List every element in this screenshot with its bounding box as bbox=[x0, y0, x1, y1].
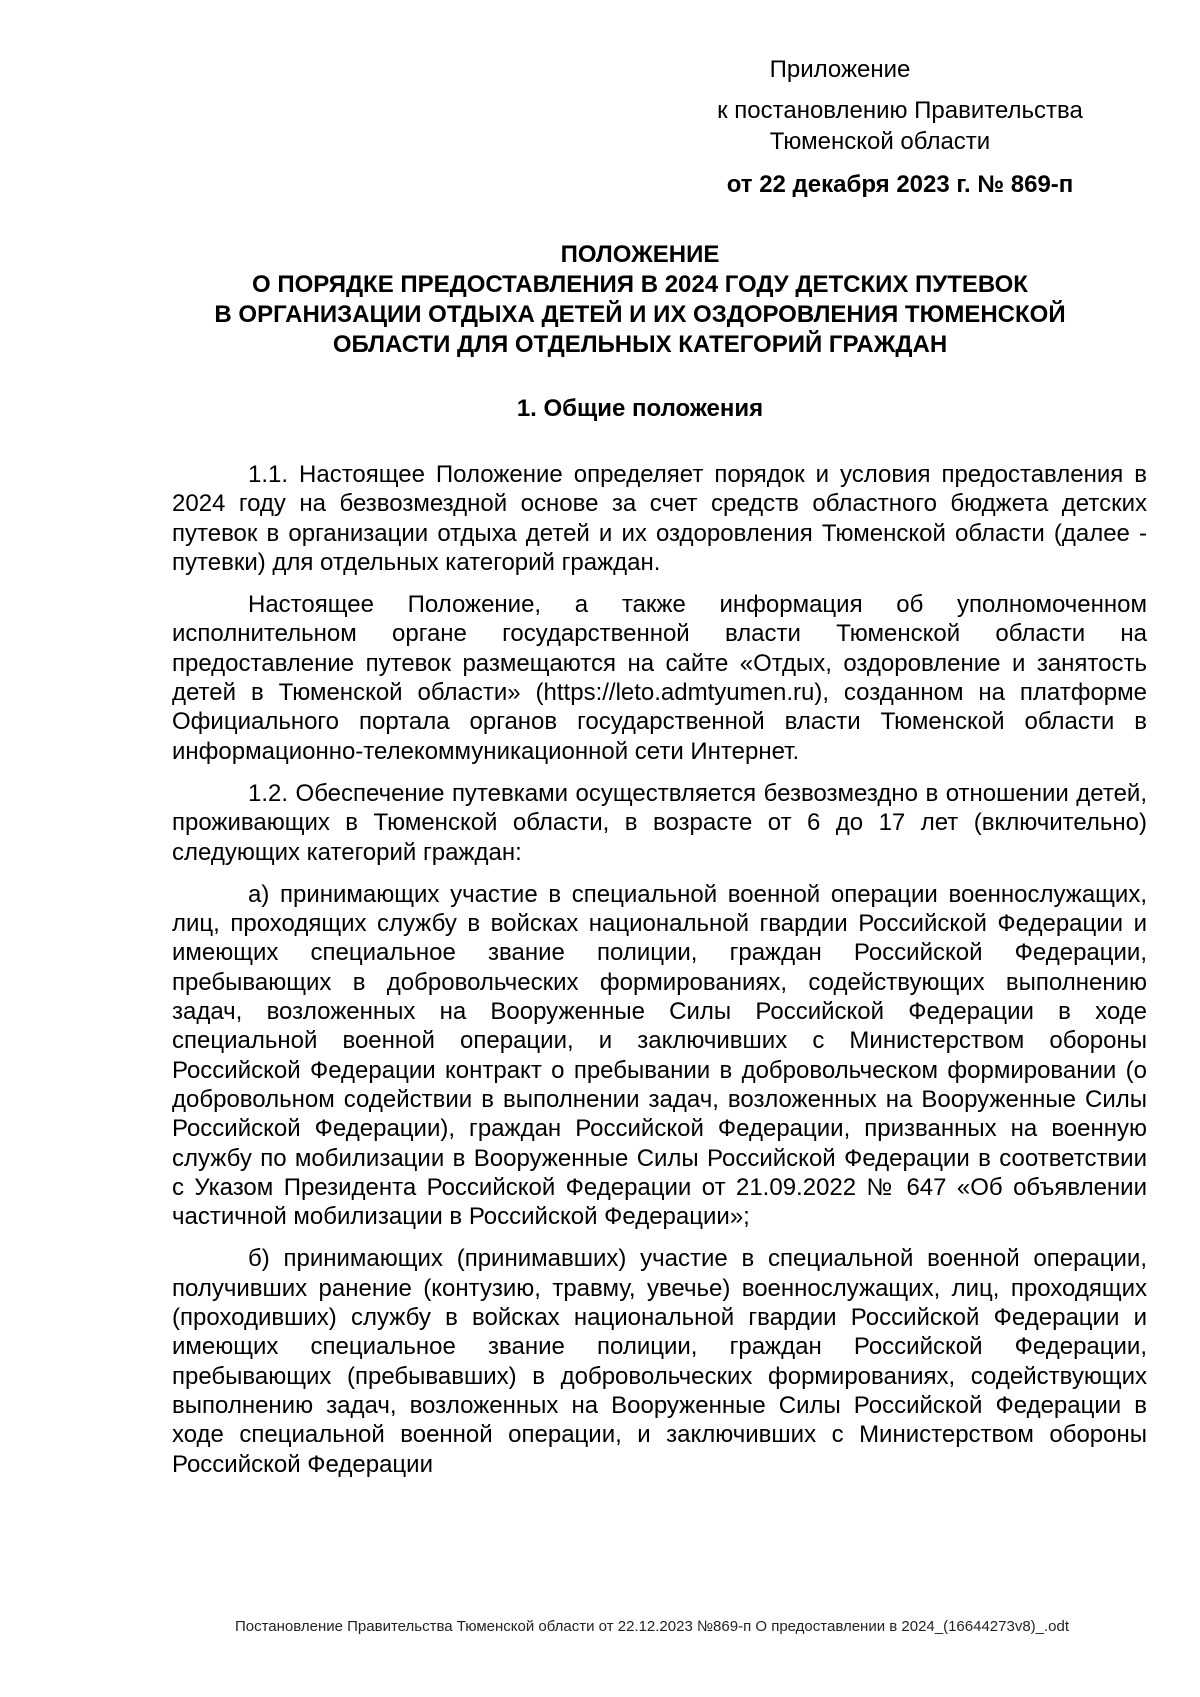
appendix-header bbox=[690, 54, 1110, 200]
paragraph: б) принимающих (принимавших) участие в специальной военной операции, получивших ранение (контузию, травму, увечье) военнослужащих, лиц, проходящих (проходивших) службу в войсках национальной гвардии Российской Федерации и имеющих специальное звание полиции, граждан Российской Федерации, пребывающих (пребывавших) в добровольческих формированиях, содействующих выполнению задач, возложенных на Вооруженные Силы Российской Федерации в ходе специальной военной операции, и заключивших с Министерством обороны Российской Федерации bbox=[172, 1245, 1147, 1478]
appendix-region: Тюменской области bbox=[769, 128, 991, 155]
paragraph: 1.2. Обеспечение путевками осуществляется безвозмездно в отношении детей, проживающих в Тюменской области, в возрасте от 6 до 17 лет (включительно) следующих категорий граждан: bbox=[172, 779, 1147, 866]
paragraph: 1.1. Настоящее Положение определяет порядок и условия предоставления в 2024 году на безвозмездной основе за счет средств областного бюджета детских путевок в организации отдыха детей и их оздоровления Тюменской области (далее - путевки) для отдельных категорий граждан. bbox=[172, 461, 1147, 576]
paragraph: Настоящее Положение, а также информация об уполномоченном исполнительном органе государственной власти Тюменской области на предоставление путевок размещаются на сайте «Отдых, оздоровление и занятость детей в Тюменской области» (https://leto.admtyumen.ru), созданном на платформе Официального портала органов государственной власти Тюменской области в информационно-телекоммуникационной сети Интернет. bbox=[172, 591, 1147, 765]
paragraph: а) принимающих участие в специальной военной операции военнослужащих, лиц, проходящих службу в войсках национальной гвардии Российской Федерации и имеющих специальное звание полиции, граждан Российской Федерации, пребывающих в добровольческих формированиях, содействующих выполнению задач, возложенных на Вооруженные Силы Российской Федерации в ходе специальной военной операции, и заключивших с Министерством обороны Российской Федерации контракт о пребывании в добровольческом формировании (о добровольном содействии в выполнении задач, возложенных на Вооруженные Силы Российской Федерации), граждан Российской Федерации, призванных на военную службу по мобилизации в Вооруженные Силы Российской Федерации в соответствии с Указом Президента Российской Федерации от 21.09.2022 № 647 «Об объявлении частичной мобилизации в Российской Федерации»; bbox=[172, 880, 1147, 1231]
title-line: О ПОРЯДКЕ ПРЕДОСТАВЛЕНИЯ В 2024 ГОДУ ДЕТСКИХ ПУТЕВОК bbox=[252, 271, 1028, 298]
title-line: ПОЛОЖЕНИЕ bbox=[560, 241, 720, 268]
page-footer: Постановление Правительства Тюменской области от 22.12.2023 №869-п О предоставлении в 2024_(16644273v8)_.odt bbox=[234, 1618, 1070, 1635]
title-line: В ОРГАНИЗАЦИИ ОТДЫХА ДЕТЕЙ И ИХ ОЗДОРОВЛЕНИЯ ТЮМЕНСКОЙ bbox=[214, 301, 1066, 328]
appendix-reference: к постановлению Правительства bbox=[717, 97, 1083, 124]
appendix-date-number: от 22 декабря 2023 г. № 869-п bbox=[726, 171, 1074, 198]
document-title bbox=[160, 240, 1120, 360]
document-body bbox=[172, 460, 1147, 1492]
title-line: ОБЛАСТИ ДЛЯ ОТДЕЛЬНЫХ КАТЕГОРИЙ ГРАЖДАН bbox=[332, 331, 948, 358]
appendix-label: Приложение bbox=[769, 56, 911, 83]
section-heading: 1. Общие положения bbox=[516, 395, 764, 422]
